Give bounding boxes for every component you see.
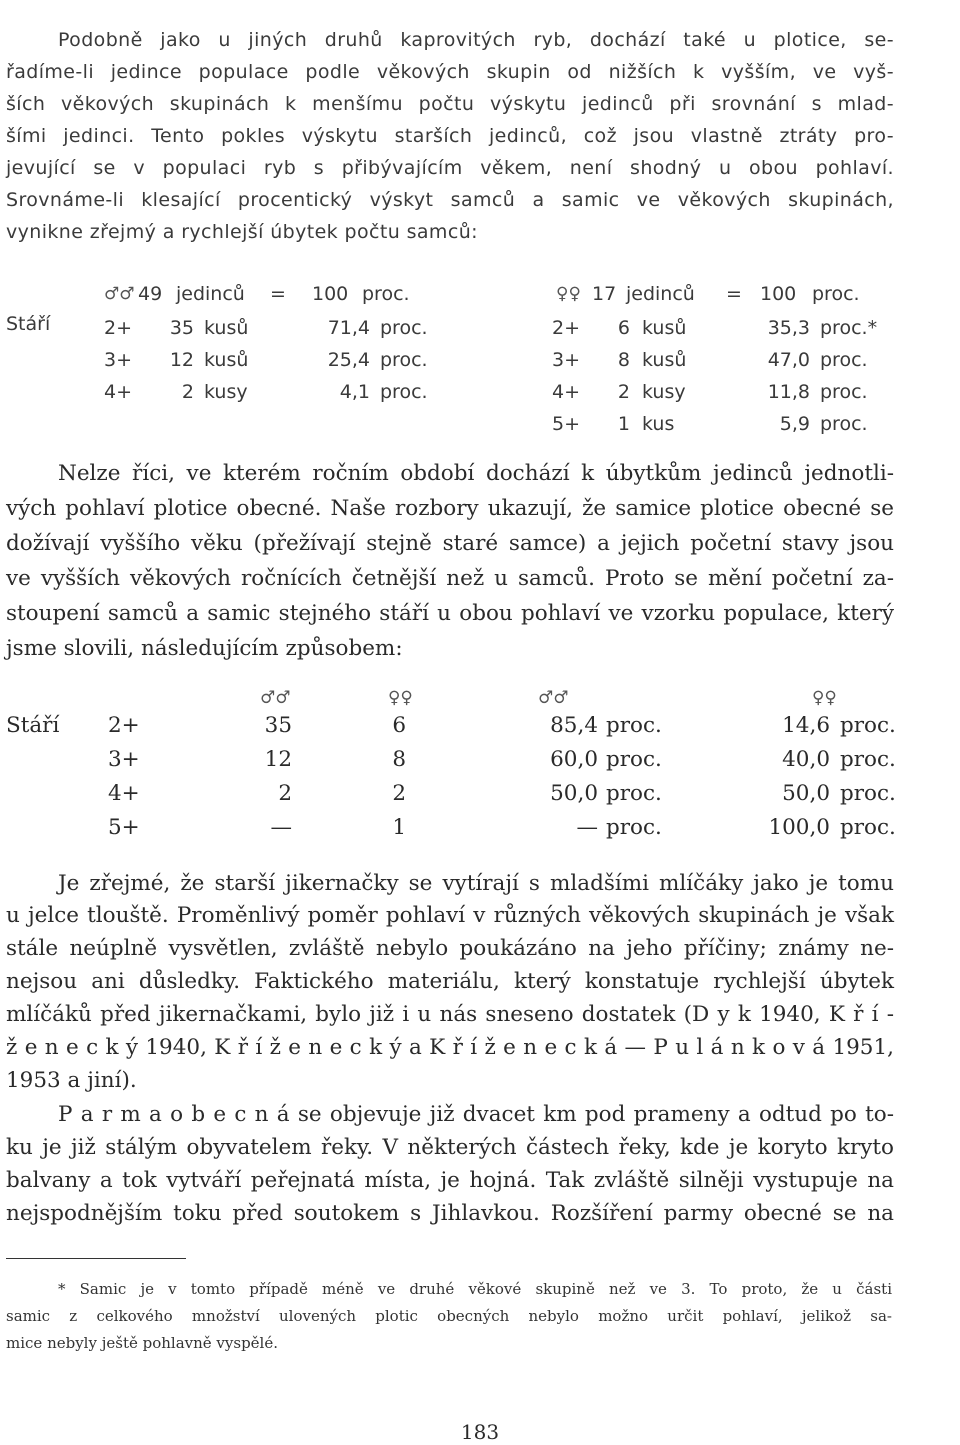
- pct-label: proc.: [820, 413, 868, 435]
- pct-label: proc.: [820, 349, 868, 371]
- text-line: řadíme-li jedince populace podle věkových skupin od nižších k vyšším, ve vyš-: [6, 61, 894, 83]
- unit-cell: kus: [642, 413, 675, 435]
- male-percent-cell: 60,0: [550, 747, 598, 772]
- age-cell: 4+: [552, 381, 581, 403]
- text-line: ších věkových skupinách k menšímu počtu výskytu jedinců při srovnání s mlad-: [6, 93, 894, 115]
- age-cell: 5+: [108, 815, 140, 840]
- male-percent-cell: 85,4: [550, 713, 598, 738]
- male-total-unit: jedinců: [176, 283, 245, 305]
- unit-cell: kusy: [642, 381, 686, 403]
- equals-sign: =: [726, 283, 742, 305]
- pct-label: proc.: [606, 781, 662, 806]
- text-line: Je zřejmé, že starší jikernačky se vytírají s mladšími mlíčáky jako je tomu: [58, 871, 894, 896]
- pct-label: proc.: [380, 317, 428, 339]
- pct-label: proc.: [606, 747, 662, 772]
- female-symbol: ♀♀: [556, 284, 581, 304]
- male-total-value: 100: [312, 283, 349, 305]
- percent-cell: 11,8: [767, 381, 810, 403]
- text-line: 1953 a jiní).: [6, 1068, 137, 1093]
- female-total-value: 100: [760, 283, 797, 305]
- count-cell: 12: [169, 349, 194, 371]
- text-line: Podobně jako u jiných druhů kaprovitých ryb, dochází také u plotice, se-: [58, 29, 894, 51]
- female-total-count: 17: [592, 283, 617, 305]
- text-line: ve vyšších věkových ročnících četnější než u samců. Proto se mění početní za-: [6, 566, 894, 591]
- age-cell: 3+: [552, 349, 581, 371]
- text-line: jevující se v populaci ryb s přibývajícím věkem, není shodný u obou pohlaví.: [6, 157, 894, 179]
- unit-cell: kusů: [642, 349, 687, 371]
- unit-cell: kusů: [204, 349, 249, 371]
- count-cell: 8: [617, 349, 630, 371]
- pct-label: proc.: [820, 381, 868, 403]
- male-count-cell: 35: [264, 713, 292, 738]
- pct-label: proc.: [380, 349, 428, 371]
- unit-cell: kusy: [204, 381, 248, 403]
- male-total-pct: proc.: [362, 283, 410, 305]
- male-percent-cell: 50,0: [550, 781, 598, 806]
- text-line: stále neúplně vysvětlen, zvláště nebylo poukázáno na jeho příčiny; známy ne-: [6, 936, 894, 961]
- pct-label: proc.: [840, 815, 896, 840]
- text-line: balvany a tok vytváří peřejnatá místa, je hojná. Tak zvláště silněji vystupuje na: [6, 1168, 894, 1193]
- text-line: vých pohlaví plotice obecné. Naše rozbory ukazují, že samice plotice obecné se: [6, 496, 894, 521]
- female-percent-cell: 40,0: [782, 747, 830, 772]
- text-line: dožívají vyššího věku (přežívají stejně staré samce) a jejich početní stavy jsou: [6, 531, 894, 556]
- footnote-line: mice nebyly ještě pohlavně vyspělé.: [6, 1334, 278, 1352]
- percent-cell: 5,9: [779, 413, 810, 435]
- percent-cell: 4,1: [339, 381, 370, 403]
- equals-sign: =: [270, 283, 286, 305]
- percent-cell: 47,0: [767, 349, 810, 371]
- age-cell: 4+: [104, 381, 133, 403]
- male-symbol: ♂♂: [104, 284, 135, 304]
- count-cell: 6: [617, 317, 630, 339]
- text-line: nejspodnějším toku před soutokem s Jihlavkou. Rozšíření parmy obecné se na: [6, 1201, 894, 1226]
- footnote-line: * Samic je v tomto případě méně ve druhé věkové skupině než ve 3. To proto, že u části: [58, 1280, 892, 1298]
- male-symbol: ♂♂: [260, 688, 291, 708]
- pct-label: proc.: [840, 747, 896, 772]
- unit-cell: kusů: [642, 317, 687, 339]
- female-count-cell: 2: [392, 781, 406, 806]
- text-line: ku je již stálým obyvatelem řeky. V některých částech řeky, kde je koryto kryto: [6, 1135, 894, 1160]
- text-line: Nelze říci, ve kterém ročním období dochází k úbytkům jedinců jednotli-: [58, 461, 894, 486]
- age-cell: 2+: [552, 317, 581, 339]
- female-total-unit: jedinců: [626, 283, 695, 305]
- count-cell: 35: [169, 317, 194, 339]
- female-symbol: ♀♀: [812, 688, 837, 708]
- male-count-cell: —: [270, 815, 292, 840]
- age-cell: 4+: [108, 781, 140, 806]
- percent-cell: 35,3: [767, 317, 810, 339]
- page-number: 183: [460, 1420, 500, 1444]
- row-label: Stáří: [6, 713, 60, 738]
- pct-label: proc.: [606, 713, 662, 738]
- female-symbol: ♀♀: [388, 688, 413, 708]
- count-cell: 2: [181, 381, 194, 403]
- age-cell: 3+: [104, 349, 133, 371]
- unit-cell: kusů: [204, 317, 249, 339]
- footnote-line: samic z celkového množství ulovených plotic obecných nebylo možno určit pohlaví, jelikož sa-: [6, 1307, 892, 1325]
- age-cell: 3+: [108, 747, 140, 772]
- percent-cell: 25,4: [327, 349, 370, 371]
- text-line: P a r m a o b e c n á se objevuje již dvacet km pod prameny a odtud po to-: [58, 1102, 894, 1127]
- male-total-count: 49: [138, 283, 163, 305]
- text-line: u jelce tlouště. Proměnlivý poměr pohlaví v různých věkových skupinách je však: [6, 903, 894, 928]
- female-total-pct: proc.: [812, 283, 860, 305]
- pct-label: proc.: [840, 781, 896, 806]
- text-line: nejsou ani důsledky. Faktického materiálu, který konstatuje rychlejší úbytek: [6, 969, 894, 994]
- female-percent-cell: 14,6: [782, 713, 830, 738]
- pct-label: proc.*: [820, 317, 878, 339]
- text-line: ž e n e c k ý 1940, K ř í ž e n e c k ý a K ř í ž e n e c k á — P u l á n k o v á 1951,: [6, 1035, 894, 1060]
- count-cell: 1: [617, 413, 630, 435]
- female-count-cell: 1: [392, 815, 406, 840]
- age-cell: 2+: [108, 713, 140, 738]
- pct-label: proc.: [840, 713, 896, 738]
- pct-label: proc.: [380, 381, 428, 403]
- text-line: šími jedinci. Tento pokles výskytu starších jedinců, což jsou vlastně ztráty pro-: [6, 125, 894, 147]
- male-symbol: ♂♂: [538, 688, 569, 708]
- male-count-cell: 12: [264, 747, 292, 772]
- text-line: vynikne zřejmý a rychlejší úbytek počtu samců:: [6, 221, 478, 243]
- text-line: mlíčáků před jikernačkami, bylo již i u nás sneseno dostatek (D y k 1940, K ř í -: [6, 1002, 894, 1027]
- text-line: Srovnáme-li klesající procentický výskyt samců a samic ve věkových skupinách,: [6, 189, 894, 211]
- text-line: jsme slovili, následujícím způsobem:: [6, 636, 403, 661]
- count-cell: 2: [617, 381, 630, 403]
- male-count-cell: 2: [278, 781, 292, 806]
- percent-cell: 71,4: [327, 317, 370, 339]
- age-cell: 2+: [104, 317, 133, 339]
- female-percent-cell: 100,0: [768, 815, 830, 840]
- female-percent-cell: 50,0: [782, 781, 830, 806]
- female-count-cell: 6: [392, 713, 406, 738]
- female-count-cell: 8: [392, 747, 406, 772]
- male-percent-cell: —: [576, 815, 598, 840]
- age-cell: 5+: [552, 413, 581, 435]
- footnote-divider: [6, 1258, 186, 1259]
- pct-label: proc.: [606, 815, 662, 840]
- row-label: Stáří: [6, 313, 51, 335]
- text-line: stoupení samců a samic stejného stáří u obou pohlaví ve vzorku populace, který: [6, 601, 894, 626]
